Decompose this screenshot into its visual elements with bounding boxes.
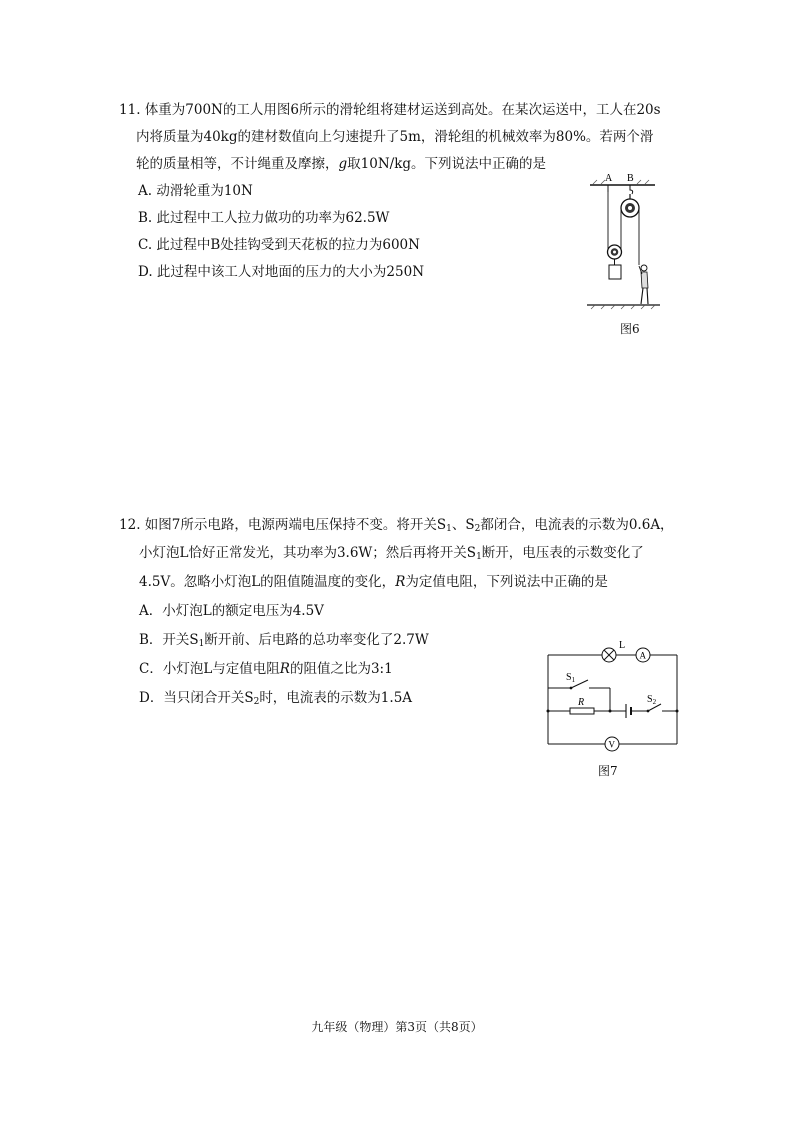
q11-line-1: 11. 体重为700N的工人用图6所示的滑轮组将建材运送到高处。在某次运送中，工人在20s	[119, 102, 661, 118]
label-b: B	[627, 173, 634, 184]
q11-option-b: B. 此过程中工人拉力做功的功率为62.5W	[138, 210, 390, 226]
q12-number: 12	[119, 517, 137, 533]
q12-option-c: C．小灯泡L与定值电阻R的阻值之比为3:1	[139, 661, 393, 677]
q12-line-1: 12. 如图7所示电路，电源两端电压保持不变。将开关$S_1$、$S_2$都闭合，电流表的示数为0.6A，	[119, 517, 674, 534]
q11-line-3: 轮的质量相等，不计绳重及摩擦，g取10N/kg。下列说法中正确的是	[136, 156, 547, 172]
page-footer: 九年级（物理）第3页（共8页）	[311, 1020, 483, 1034]
resistor-icon	[570, 708, 594, 714]
q11-option-c: C. 此过程中B处挂钩受到天花板的拉力为600N	[138, 237, 420, 253]
svg-text:A: A	[639, 650, 646, 661]
q11-line-2: 内将质量为40kg的建材数值向上匀速提升了5m，滑轮组的机械效率为80%。若两个滑	[136, 129, 654, 145]
ammeter-icon	[636, 648, 650, 662]
label-s1: $S_1$	[566, 672, 576, 684]
q12-option-a: A．小灯泡L的额定电压为4.5V	[139, 603, 324, 619]
label-r: R	[578, 697, 585, 708]
figure-6-pulley	[585, 170, 665, 315]
svg-text:V: V	[608, 739, 615, 750]
q11-option-d: D. 此过程中该工人对地面的压力的大小为250N	[138, 264, 425, 280]
q11-number: 11	[119, 102, 137, 118]
label-a: A	[605, 173, 613, 184]
lamp-icon	[602, 648, 616, 662]
q12-line-3: 4.5V。忽略小灯泡L的阻值随温度的变化，R为定值电阻，下列说法中正确的是	[139, 574, 608, 590]
q12-option-d: D．当只闭合开关$S_2$时，电流表的示数为1.5A	[139, 690, 413, 707]
figure-7-caption: 图7	[598, 764, 618, 778]
label-s2: $S_2$	[647, 694, 657, 706]
label-l: L	[619, 640, 626, 651]
q12-option-b: B．开关$S_1$断开前、后电路的总功率变化了2.7W	[139, 632, 429, 649]
figure-7-circuit	[540, 636, 686, 752]
q11-option-a: A. 动滑轮重为10N	[138, 183, 253, 199]
battery-icon	[626, 704, 631, 718]
q12-line-2: 小灯泡L恰好正常发光，其功率为3.6W；然后再将开关$S_1$断开，电压表的示数变化了	[139, 545, 644, 562]
voltmeter-icon	[605, 737, 619, 751]
figure-6-caption: 图6	[620, 322, 640, 336]
